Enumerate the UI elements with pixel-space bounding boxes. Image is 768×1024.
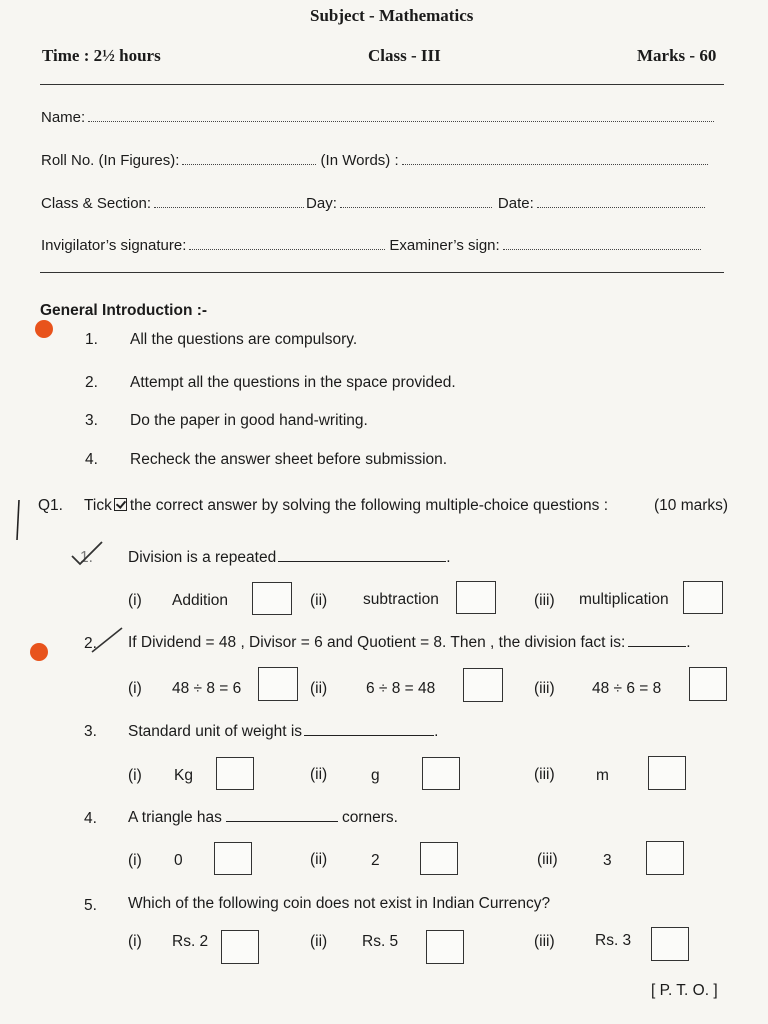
question-number-2: 2. — [84, 635, 97, 652]
question-text-2 — [128, 634, 691, 652]
q2-option-ii-checkbox[interactable] — [463, 668, 503, 702]
q5-option-i-checkbox[interactable] — [221, 930, 259, 964]
q1-option-ii-checkbox[interactable] — [456, 581, 496, 614]
q1-marks: (10 marks) — [654, 497, 729, 514]
rule-number-3: 3. — [85, 412, 98, 429]
q4-option-ii-text: 2 — [371, 852, 380, 869]
q3-option-iii-label: (iii) — [534, 766, 555, 783]
fields-divider — [40, 272, 724, 273]
answer-blank-4[interactable] — [226, 821, 338, 822]
q4-option-iii-text: 3 — [603, 852, 612, 869]
invigilator-label: Invigilator’s signature: — [41, 237, 187, 254]
time-label: Time : 2½ hours — [42, 46, 161, 65]
answer-blank-1[interactable] — [278, 561, 446, 562]
question-2-text-b: . — [686, 634, 691, 651]
q5-option-iii-label: (iii) — [534, 933, 555, 950]
roll-figures-label: Roll No. (In Figures): — [41, 152, 180, 169]
q1-option-iii-label: (iii) — [534, 592, 555, 609]
question-text-1 — [128, 549, 451, 567]
q1-option-iii-text: multiplication — [579, 591, 669, 608]
q5-option-ii-text: Rs. 5 — [362, 933, 399, 950]
q1-option-ii-label: (ii) — [310, 592, 328, 609]
q2-option-i-label: (i) — [128, 680, 142, 697]
rule-number-1: 1. — [85, 331, 98, 348]
pen-margin-mark — [12, 498, 24, 542]
q4-option-iii-label: (iii) — [537, 851, 558, 868]
q2-option-i-checkbox[interactable] — [258, 667, 298, 701]
rule-text-4: Recheck the answer sheet before submission. — [130, 451, 448, 468]
header-divider — [40, 84, 724, 85]
q3-option-ii-checkbox[interactable] — [422, 757, 460, 790]
class-section-line — [154, 197, 304, 208]
day-label: Day: — [306, 195, 337, 212]
question-3-text-b: . — [434, 723, 439, 740]
date-label: Date: — [497, 195, 534, 212]
roll-figures-line — [182, 154, 316, 165]
question-text-5: Which of the following coin does not exist in Indian Currency? — [128, 895, 551, 912]
q2-option-i-text: 48 ÷ 8 = 6 — [172, 680, 242, 697]
q2-option-iii-text: 48 ÷ 6 = 8 — [592, 680, 662, 697]
question-number-1: 1. — [80, 549, 93, 566]
q1-option-i-checkbox[interactable] — [252, 582, 292, 615]
subject-title: Subject - Mathematics — [310, 6, 474, 25]
question-4-text-a: A triangle has — [128, 809, 222, 826]
orange-marker-dot — [35, 320, 53, 338]
q1-option-ii-text: subtraction — [363, 591, 439, 608]
examiner-label: Examiner’s sign: — [389, 237, 500, 254]
roll-field — [41, 152, 708, 169]
slash-mark-icon — [90, 626, 124, 656]
class-section-field — [41, 195, 705, 212]
answer-blank-3[interactable] — [304, 735, 434, 736]
rule-text-3: Do the paper in good hand-writing. — [130, 412, 368, 429]
name-field — [41, 109, 714, 126]
roll-words-label: (In Words) : — [320, 152, 399, 169]
orange-marker-dot-2 — [30, 643, 48, 661]
q5-option-ii-label: (ii) — [310, 933, 328, 950]
q5-option-ii-checkbox[interactable] — [426, 930, 464, 964]
class-section-label: Class & Section: — [41, 195, 152, 212]
q5-option-i-text: Rs. 2 — [172, 933, 209, 950]
q2-option-iii-checkbox[interactable] — [689, 667, 727, 701]
q3-option-iii-text: m — [596, 767, 609, 784]
q5-option-iii-checkbox[interactable] — [651, 927, 689, 961]
day-line — [340, 197, 492, 208]
name-line — [88, 111, 714, 122]
pto-label: [ P. T. O. ] — [651, 982, 718, 999]
rule-number-4: 4. — [85, 451, 98, 468]
rule-text-2: Attempt all the questions in the space provided. — [130, 374, 456, 391]
rule-number-2: 2. — [85, 374, 98, 391]
q1-option-i-text: Addition — [172, 592, 229, 609]
q4-option-i-checkbox[interactable] — [214, 842, 252, 875]
q5-option-iii-text: Rs. 3 — [595, 932, 632, 949]
general-heading: General Introduction :- — [40, 302, 208, 319]
marks-label: Marks - 60 — [637, 46, 717, 65]
q3-option-i-label: (i) — [128, 767, 142, 784]
q1-option-i-label: (i) — [128, 592, 142, 609]
q1-instruction — [84, 497, 608, 515]
q4-option-ii-checkbox[interactable] — [420, 842, 458, 875]
q4-option-ii-label: (ii) — [310, 851, 328, 868]
date-line — [537, 197, 705, 208]
question-3-text-a: Standard unit of weight is — [128, 723, 303, 740]
q1-instruction-post: the correct answer by solving the following multiple-choice questions : — [129, 497, 608, 514]
q3-option-iii-checkbox[interactable] — [648, 756, 686, 790]
examiner-line — [503, 239, 701, 250]
question-1-text-b: . — [446, 549, 451, 566]
q1-instruction-pre: Tick — [84, 497, 112, 514]
q3-option-ii-text: g — [371, 767, 380, 784]
q2-option-ii-text: 6 ÷ 8 = 48 — [366, 680, 436, 697]
q4-option-i-text: 0 — [174, 852, 183, 869]
checkbox-tick-icon — [114, 498, 127, 511]
question-number-5: 5. — [84, 897, 97, 914]
question-text-4 — [128, 809, 398, 827]
signature-field — [41, 237, 701, 254]
roll-words-line — [402, 154, 708, 165]
rule-text-1: All the questions are compulsory. — [130, 331, 358, 348]
question-text-3 — [128, 723, 438, 741]
q1-label: Q1. — [38, 497, 63, 514]
q3-option-ii-label: (ii) — [310, 766, 328, 783]
name-label: Name: — [41, 109, 86, 126]
question-1-text-a: Division is a repeated — [128, 549, 277, 566]
question-number-3: 3. — [84, 723, 97, 740]
q4-option-iii-checkbox[interactable] — [646, 841, 684, 875]
q1-option-iii-checkbox[interactable] — [683, 581, 723, 614]
class-label: Class - III — [368, 46, 441, 65]
checkmark-icon — [70, 540, 106, 568]
question-2-text-a: If Dividend = 48 , Divisor = 6 and Quotient = 8. Then , the division fact is: — [128, 634, 626, 651]
invigilator-line — [189, 239, 385, 250]
q3-option-i-checkbox[interactable] — [216, 757, 254, 790]
q4-option-i-label: (i) — [128, 852, 142, 869]
question-number-4: 4. — [84, 810, 97, 827]
q2-option-iii-label: (iii) — [534, 680, 555, 697]
answer-blank-2[interactable] — [628, 646, 686, 647]
q3-option-i-text: Kg — [174, 767, 193, 784]
q2-option-ii-label: (ii) — [310, 680, 328, 697]
q5-option-i-label: (i) — [128, 933, 142, 950]
question-4-text-b: corners. — [341, 809, 398, 826]
